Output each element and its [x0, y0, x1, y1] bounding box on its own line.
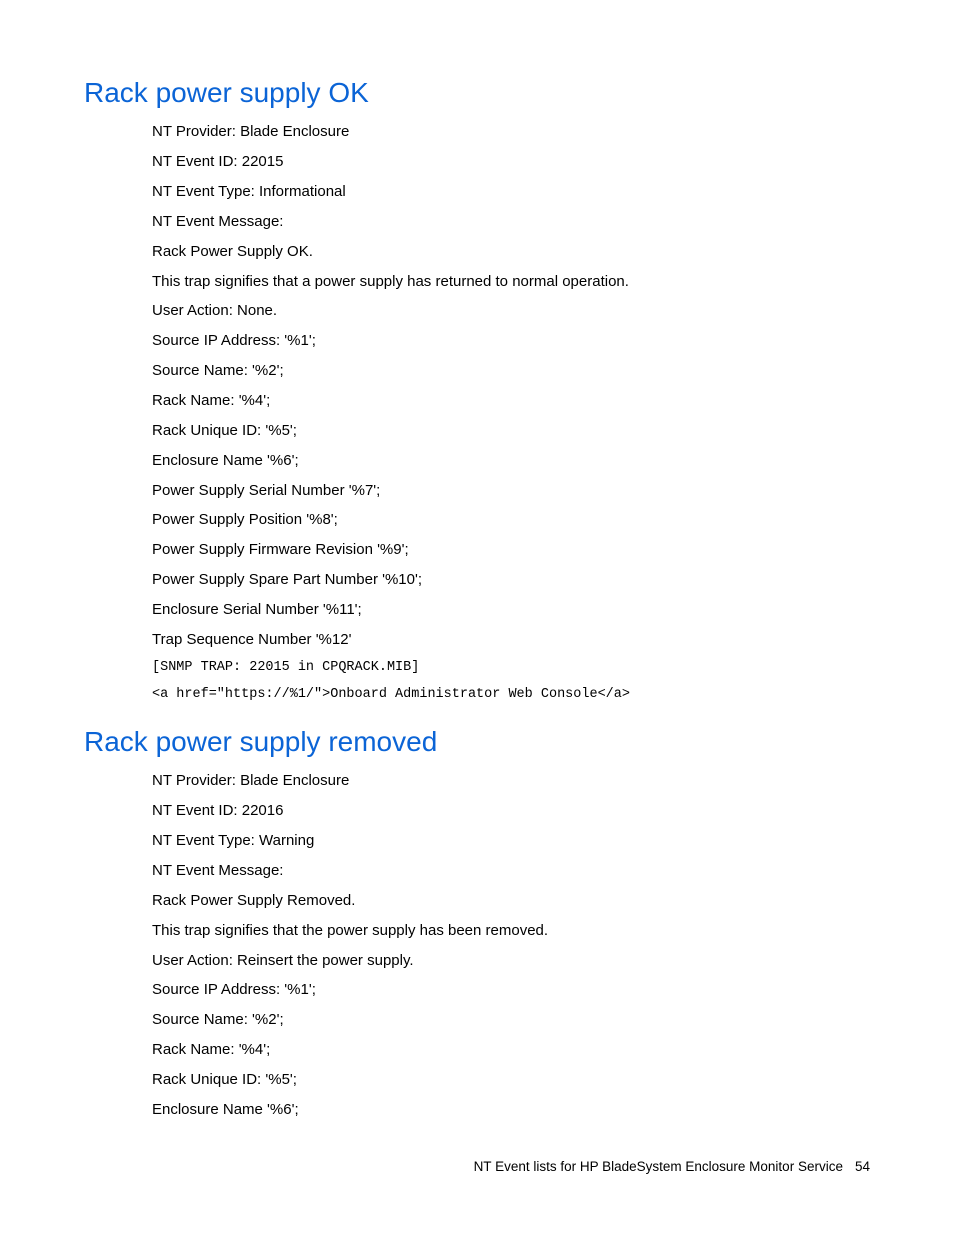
nt-event-id-line: NT Event ID: 22015: [152, 153, 284, 170]
rack-name-line: Rack Name: '%4';: [152, 392, 271, 409]
source-name-line: Source Name: '%2';: [152, 1011, 284, 1028]
event-message-text: Rack Power Supply Removed.: [152, 892, 356, 909]
trap-sequence-line: Trap Sequence Number '%12': [152, 631, 352, 648]
user-action-line: User Action: None.: [152, 302, 278, 319]
nt-event-type-line: NT Event Type: Informational: [152, 183, 346, 200]
rack-name-line: Rack Name: '%4';: [152, 1041, 271, 1058]
page-number: 54: [854, 1159, 870, 1174]
page-footer: [474, 1158, 870, 1176]
enclosure-name-line: Enclosure Name '%6';: [152, 452, 299, 469]
nt-event-id-line: NT Event ID: 22016: [152, 802, 284, 819]
trap-description: This trap signifies that the power supply has been removed.: [152, 922, 549, 939]
power-supply-serial-line: Power Supply Serial Number '%7';: [152, 482, 381, 499]
enclosure-name-line: Enclosure Name '%6';: [152, 1101, 299, 1118]
console-link-code: <a href="https://%1/">Onboard Administrator Web Console</a>: [152, 687, 630, 702]
power-supply-spare-part-line: Power Supply Spare Part Number '%10';: [152, 571, 423, 588]
nt-event-message-label: NT Event Message:: [152, 213, 284, 230]
nt-event-type-line: NT Event Type: Warning: [152, 832, 315, 849]
nt-event-message-label: NT Event Message:: [152, 862, 284, 879]
source-ip-line: Source IP Address: '%1';: [152, 332, 316, 349]
nt-provider-line: NT Provider: Blade Enclosure: [152, 123, 350, 140]
trap-description: This trap signifies that a power supply has returned to normal operation.: [152, 273, 629, 290]
rack-unique-id-line: Rack Unique ID: '%5';: [152, 422, 297, 439]
nt-provider-line: NT Provider: Blade Enclosure: [152, 772, 350, 789]
enclosure-serial-line: Enclosure Serial Number '%11';: [152, 601, 362, 618]
source-ip-line: Source IP Address: '%1';: [152, 981, 316, 998]
power-supply-firmware-line: Power Supply Firmware Revision '%9';: [152, 541, 409, 558]
footer-title: NT Event lists for HP BladeSystem Enclosure Monitor Service: [473, 1159, 843, 1174]
power-supply-position-line: Power Supply Position '%8';: [152, 511, 338, 528]
user-action-line: User Action: Reinsert the power supply.: [152, 952, 414, 969]
event-message-text: Rack Power Supply OK.: [152, 243, 313, 260]
source-name-line: Source Name: '%2';: [152, 362, 284, 379]
section-heading-rack-power-supply-ok: Rack power supply OK: [84, 77, 369, 108]
section-heading-rack-power-supply-removed: Rack power supply removed: [84, 726, 438, 757]
rack-unique-id-line: Rack Unique ID: '%5';: [152, 1071, 297, 1088]
snmp-trap-code: [SNMP TRAP: 22015 in CPQRACK.MIB]: [152, 660, 420, 675]
